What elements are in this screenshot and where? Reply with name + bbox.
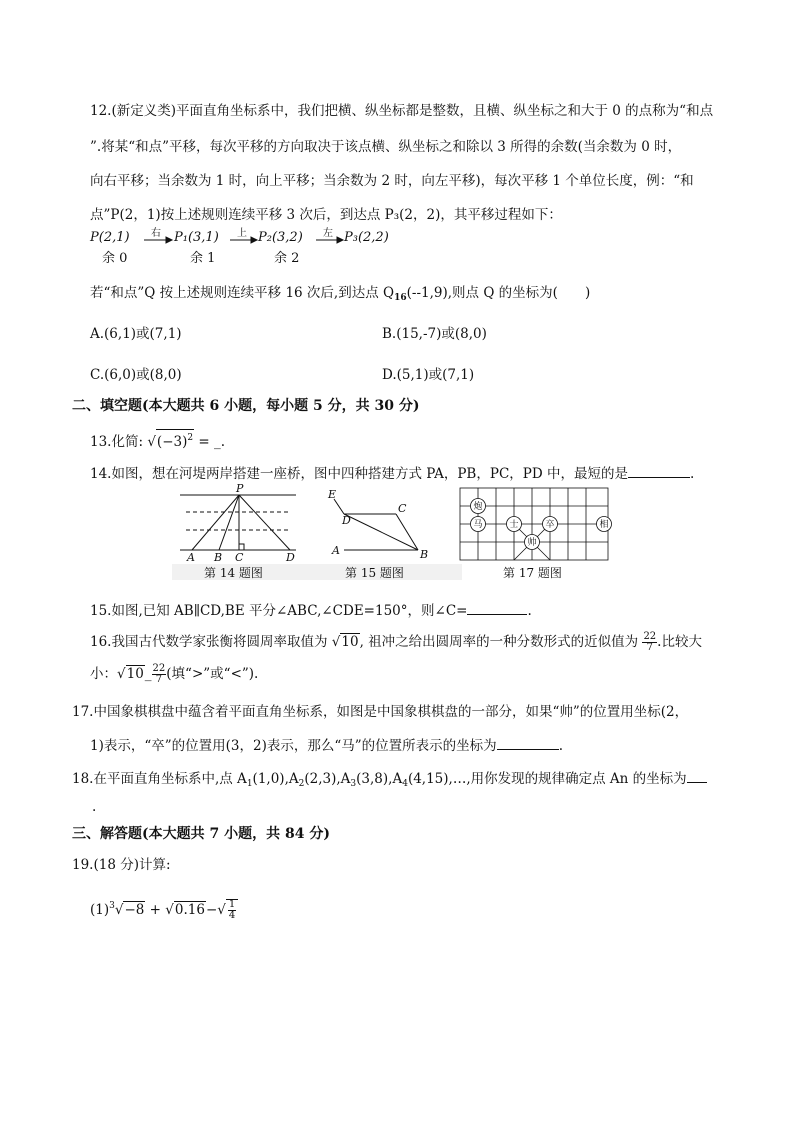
flow-p1: P₁(3,1) bbox=[174, 230, 219, 245]
q13 bbox=[90, 429, 225, 452]
sqrt-icon: √ bbox=[117, 666, 126, 682]
q14-text: 14.如图，想在河堤两岸搭建一座桥，图中四种搭建方式 PA，PB，PC，PD 中，最短的是 bbox=[90, 466, 628, 482]
fig17-caption: 第 17 题图 bbox=[503, 566, 562, 580]
q13-post: = _. bbox=[194, 434, 226, 450]
flow-arrowhead-3 bbox=[337, 237, 343, 243]
q18-end: . bbox=[92, 799, 97, 815]
sqrt-icon: √ bbox=[147, 434, 156, 450]
piece-xiang-label: 相 bbox=[599, 520, 609, 530]
fig14-label-p: P bbox=[236, 482, 244, 495]
q15-text: 15.如图,已知 AB∥CD,BE 平分∠ABC,∠CDE=150°，则∠C= bbox=[90, 603, 468, 619]
fig14-label-d: D bbox=[286, 551, 295, 564]
fig15-label-b: B bbox=[420, 548, 429, 561]
sqrt-icon: √ bbox=[217, 902, 226, 918]
piece-pao-label: 炮 bbox=[473, 502, 483, 512]
q12-line4: 点”P(2，1)按上述规则连续平移 3 次后，到达点 P₃(2，2)，其平移过程如下： bbox=[90, 207, 562, 223]
flow-arrowhead-1 bbox=[166, 237, 172, 243]
section-fill-in-blank-heading: 二、填空题(本大题共 6 小题，每小题 5 分，共 30 分) bbox=[72, 398, 420, 414]
piece-shi-label: 士 bbox=[509, 520, 519, 530]
fig15-label-d: D bbox=[342, 514, 351, 527]
q12-question-sub: 16 bbox=[394, 293, 407, 303]
q19-item-1: $(1)^3√-8 + √0.16-√$ $\frac{1}{4}$ bbox=[90, 896, 238, 921]
section-answer-heading: 三、解答题(本大题共 7 小题，共 84 分) bbox=[72, 826, 330, 842]
q16-fraction: $\frac{22}{7}$ bbox=[643, 631, 657, 653]
q12-option-c[interactable]: C.(6,0)或(8,0) bbox=[90, 367, 182, 383]
q16-line1: 16.我国古代数学家张衡将圆周率取值为 √10, 祖冲之给出圆周率的一种分数形式的近似值为 $\frac{22}{7}$ .比较大 bbox=[90, 631, 702, 653]
flow-arrow-label-left: 左 bbox=[323, 228, 333, 239]
q17-line2: 1)表示，“卒”的位置用(3，2)表示，那么“马”的位置所表示的坐标为 . bbox=[90, 735, 563, 756]
fig15-label-e: E bbox=[328, 488, 337, 501]
q13-pre: 13.化简: bbox=[90, 434, 148, 450]
q16-radicand: 10 bbox=[341, 634, 359, 650]
piece-zu-label: 卒 bbox=[545, 520, 555, 530]
q12-option-d[interactable]: D.(5,1)或(7,1) bbox=[382, 367, 475, 383]
fig14-label-c: C bbox=[235, 551, 244, 564]
q14: 14.如图，想在河堤两岸搭建一座桥，图中四种搭建方式 PA，PB，PC，PD 中，最短的是 . bbox=[90, 463, 694, 484]
q12-option-b[interactable]: B.(15,-7)或(8,0) bbox=[382, 326, 487, 342]
sqrt-icon: √ bbox=[331, 634, 341, 650]
q19-cube-index: 3 bbox=[109, 901, 115, 911]
flow-arrow-label-right: 右 bbox=[151, 228, 161, 239]
q18-answer-blank[interactable] bbox=[687, 768, 707, 783]
q15: 15.如图,已知 AB∥CD,BE 平分∠ABC,∠CDE=150°，则∠C= . bbox=[90, 600, 532, 621]
q12-line2: ”.将某“和点”平移，每次平移的方向取决于该点横、纵坐标之和除以 3 所得的余数(当余数为 0 时， bbox=[90, 139, 682, 155]
flow-arrow-label-up: 上 bbox=[237, 228, 247, 239]
q17-answer-blank[interactable] bbox=[497, 735, 559, 750]
fig14-caption: 第 14 题图 bbox=[204, 566, 263, 580]
q16-fraction-2: $\frac{22}{7}$ bbox=[152, 663, 166, 685]
flow-p2: P₂(3,2) bbox=[258, 230, 303, 245]
sqrt-icon: √ bbox=[165, 902, 174, 918]
fig15-label-a: A bbox=[332, 544, 340, 557]
flow-p3: P₃(2,2) bbox=[344, 230, 389, 245]
fig15-caption: 第 15 题图 bbox=[345, 566, 404, 580]
fig14-diagram bbox=[180, 495, 296, 550]
q14-answer-blank[interactable] bbox=[628, 463, 690, 478]
q16-answer-blank[interactable]: _ bbox=[144, 666, 152, 682]
q12-question-pre: 若“和点”Q 按上述规则连续平移 16 次后,到达点 Q bbox=[90, 285, 395, 301]
q17-line1: 17.中国象棋棋盘中蕴含着平面直角坐标系，如图是中国象棋棋盘的一部分，如果“帅”的位置用坐标(2， bbox=[72, 704, 689, 720]
q12-translation-flow bbox=[88, 224, 418, 268]
q12-question-post: (--1,9),则点 Q 的坐标为( ) bbox=[406, 285, 591, 301]
q18: 18.在平面直角坐标系中,点 $A_1(1,0),A_2(2,3),A_3(3,8),A_4(4,15),\dots$,用你发现的规律确定点 An 的坐标为 bbox=[72, 768, 707, 794]
flow-remainder-1: 余 1 bbox=[190, 251, 216, 266]
fig14-label-a: A bbox=[187, 551, 195, 564]
q12-option-a[interactable]: A.(6,1)或(7,1) bbox=[90, 326, 182, 342]
flow-remainder-2: 余 2 bbox=[274, 251, 300, 266]
flow-remainder-0: 余 0 bbox=[102, 251, 128, 266]
piece-ma-label: 马 bbox=[473, 520, 483, 530]
sqrt-icon: √ bbox=[114, 902, 124, 918]
q19-head: 19.(18 分)计算: bbox=[72, 857, 171, 873]
piece-shuai-label: 帅 bbox=[527, 538, 537, 548]
figures-row bbox=[172, 482, 622, 582]
fig15-label-c: C bbox=[398, 502, 407, 515]
fig14-label-b: B bbox=[214, 551, 223, 564]
q15-answer-blank[interactable] bbox=[467, 600, 527, 615]
flow-p0: P(2,1) bbox=[90, 230, 130, 245]
q12-question bbox=[90, 283, 590, 308]
q12-line1: 12.(新定义类)平面直角坐标系中，我们把横、纵坐标都是整数，且横、纵坐标之和大于 0 的点称为“和点 bbox=[90, 103, 714, 119]
q16-line2: 小：√10_ $\frac{22}{7}$ (填“>”或“<”). bbox=[90, 663, 259, 685]
q12-line3: 向右平移；当余数为 1 时，向上平移；当余数为 2 时，向左平移)，每次平移 1 个单位长度，例：“和 bbox=[90, 173, 694, 189]
q13-radicand: $(-3)^2$ bbox=[156, 429, 194, 450]
flow-arrowhead-2 bbox=[251, 237, 257, 243]
